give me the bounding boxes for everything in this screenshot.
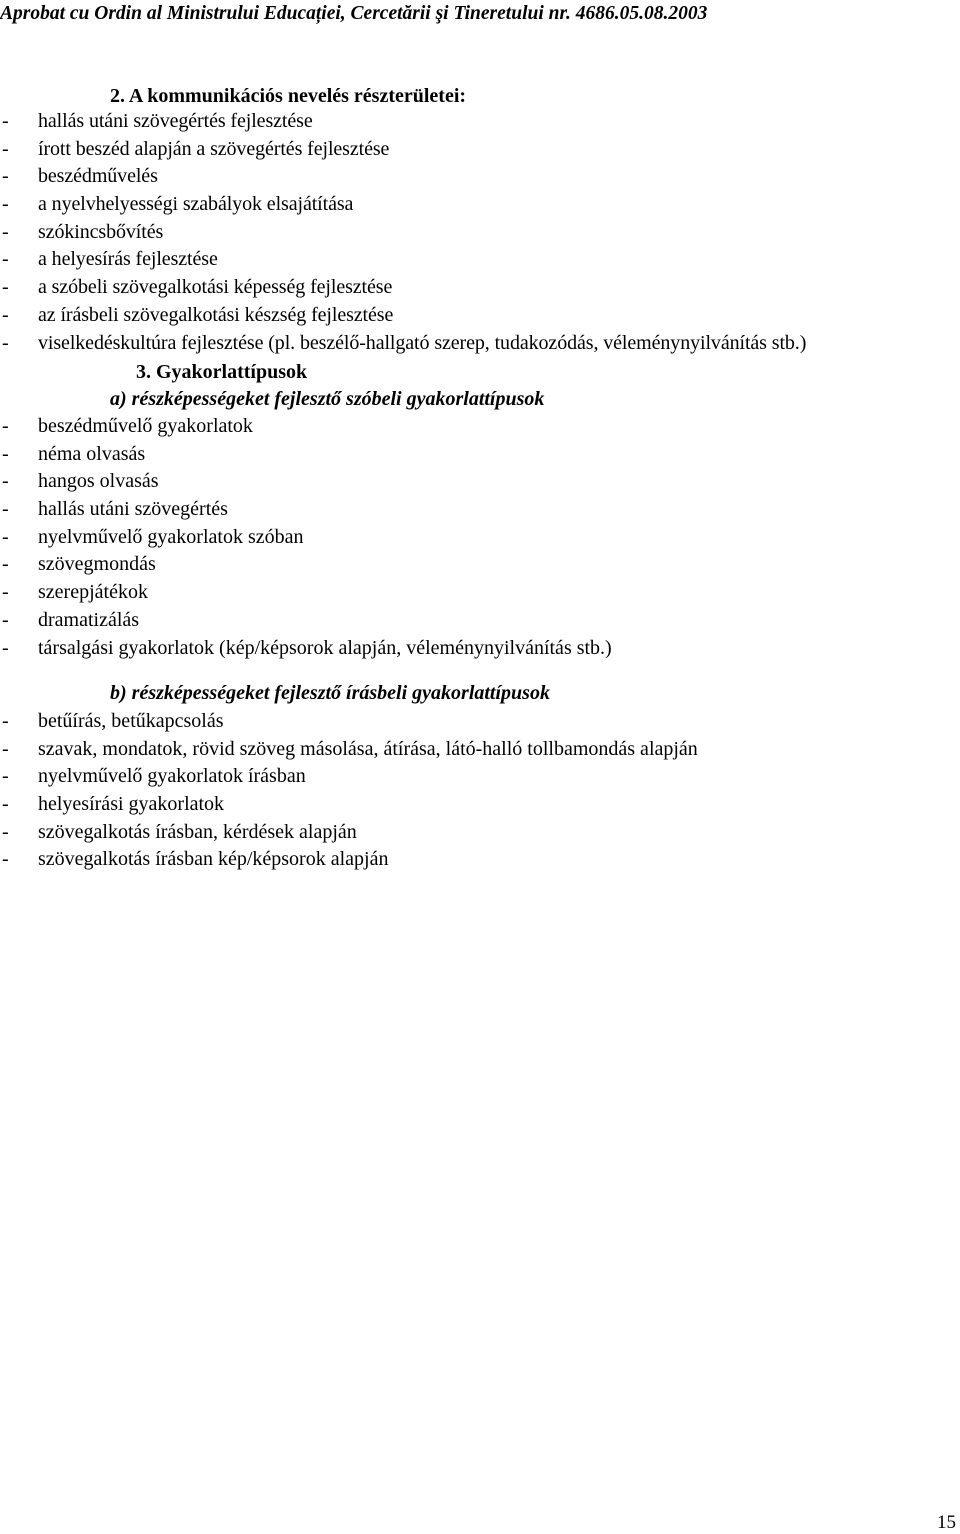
list-item: [0, 524, 960, 552]
bullet-dash: -: [2, 820, 9, 843]
subsection-a-list: [0, 413, 960, 662]
list-item-text: az írásbeli szövegalkotási készség fejlesztése: [38, 303, 394, 326]
list-item: [0, 108, 960, 136]
document-header: Aprobat cu Ordin al Ministrului Educației, Cercetării şi Tineretului nr. 4686.05.08.2003: [0, 3, 708, 24]
bullet-dash: -: [2, 765, 9, 788]
subsection-a-title: a) részképességeket fejlesztő szóbeli gyakorlattípusok: [110, 388, 545, 410]
list-item: [0, 551, 960, 579]
list-item-text: társalgási gyakorlatok (kép/képsorok alapján, véleménynyilvánítás stb.): [38, 636, 612, 659]
list-item: [0, 736, 960, 764]
bullet-dash: -: [2, 848, 9, 871]
list-item: [0, 819, 960, 847]
list-item-text: nyelvművelő gyakorlatok szóban: [38, 525, 304, 548]
list-item: [0, 468, 960, 496]
list-item-text: a szóbeli szövegalkotási képesség fejlesztése: [38, 276, 393, 299]
list-item: [0, 763, 960, 791]
bullet-dash: -: [2, 710, 9, 732]
list-item: [0, 708, 960, 736]
section-2-title: 2. A kommunikációs nevelés részterületei:: [110, 85, 467, 107]
list-item: [0, 274, 960, 302]
list-item: [0, 136, 960, 164]
list-item-text: írott beszéd alapján a szövegértés fejlesztése: [38, 137, 390, 160]
list-item-text: néma olvasás: [38, 442, 146, 465]
list-item: [0, 579, 960, 607]
bullet-dash: -: [2, 737, 9, 760]
list-item: [0, 302, 960, 330]
bullet-dash: -: [2, 608, 9, 631]
list-item-text: hallás utáni szövegértés: [38, 498, 228, 521]
list-item-text: szövegmondás: [38, 553, 156, 576]
bullet-dash: -: [2, 470, 9, 493]
bullet-dash: -: [2, 415, 9, 437]
bullet-dash: -: [2, 248, 9, 271]
page-number: 15: [937, 1512, 956, 1533]
bullet-dash: -: [2, 498, 9, 521]
bullet-dash: -: [2, 220, 9, 243]
list-item: [0, 791, 960, 819]
list-item-text: helyesírási gyakorlatok: [38, 793, 225, 816]
bullet-dash: -: [2, 553, 9, 576]
list-item: [0, 330, 960, 358]
subsection-b-title: b) részképességeket fejlesztő írásbeli gyakorlattípusok: [110, 682, 550, 704]
list-item-text: nyelvművelő gyakorlatok írásban: [38, 765, 306, 788]
bullet-dash: -: [2, 331, 9, 354]
bullet-dash: -: [2, 525, 9, 548]
bullet-dash: -: [2, 581, 9, 604]
bullet-dash: -: [2, 110, 9, 132]
list-item: [0, 635, 960, 663]
list-item-text: szerepjátékok: [38, 581, 148, 604]
list-item-text: dramatizálás: [38, 608, 140, 631]
list-item-text: hallás utáni szövegértés fejlesztése: [38, 110, 313, 132]
list-item: [0, 441, 960, 469]
list-item-text: a nyelvhelyességi szabályok elsajátítása: [38, 193, 354, 216]
bullet-dash: -: [2, 442, 9, 465]
bullet-dash: -: [2, 193, 9, 216]
list-item-text: beszédművelés: [38, 165, 158, 188]
bullet-dash: -: [2, 276, 9, 299]
section-2-list: [0, 108, 960, 357]
list-item-text: szavak, mondatok, rövid szöveg másolása, átírása, látó-halló tollbamondás alapján: [38, 737, 698, 760]
section-3-title: 3. Gyakorlattípusok: [136, 361, 308, 383]
list-item-text: betűírás, betűkapcsolás: [38, 710, 224, 732]
list-item-text: szókincsbővítés: [38, 220, 164, 243]
list-item-text: szövegalkotás írásban, kérdések alapján: [38, 820, 357, 843]
list-item: [0, 163, 960, 191]
list-item: [0, 413, 960, 441]
list-item-text: viselkedéskultúra fejlesztése (pl. beszélő-hallgató szerep, tudakozódás, véleménynyilvánítás stb.): [38, 331, 807, 354]
list-item: [0, 246, 960, 274]
list-item-text: hangos olvasás: [38, 470, 159, 493]
bullet-dash: -: [2, 303, 9, 326]
list-item-text: a helyesírás fejlesztése: [38, 248, 218, 271]
list-item: [0, 191, 960, 219]
bullet-dash: -: [2, 793, 9, 816]
list-item: [0, 846, 960, 874]
bullet-dash: -: [2, 137, 9, 160]
bullet-dash: -: [2, 636, 9, 659]
list-item-text: beszédművelő gyakorlatok: [38, 415, 253, 437]
list-item: [0, 219, 960, 247]
subsection-b-list: [0, 708, 960, 874]
list-item: [0, 607, 960, 635]
list-item: [0, 496, 960, 524]
bullet-dash: -: [2, 165, 9, 188]
list-item-text: szövegalkotás írásban kép/képsorok alapján: [38, 848, 389, 871]
